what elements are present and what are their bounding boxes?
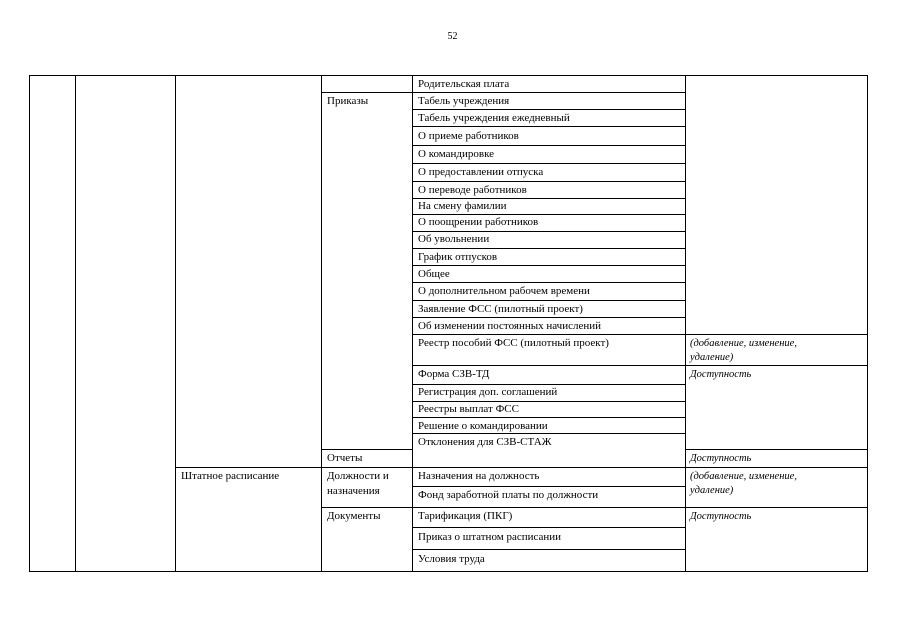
row-line: [685, 449, 868, 450]
cell-o-prieme: О приеме работников: [418, 130, 519, 142]
row-line: [412, 384, 686, 385]
row-line: [412, 549, 686, 550]
access-add-edit-1b: удаление): [690, 352, 734, 363]
row-line: [175, 467, 322, 468]
cell-dolzhnosti-2: назначения: [327, 485, 380, 497]
col-border-1: [75, 75, 76, 572]
cell-reestry-vyplat: Реестры выплат ФСС: [418, 403, 519, 415]
access-add-edit-1: (добавление, изменение,: [690, 338, 797, 349]
cell-o-otpuska: О предоставлении отпуска: [418, 166, 544, 178]
cell-prikaz-shtat: Приказ о штатном расписании: [418, 531, 562, 543]
row-line: [412, 365, 868, 366]
row-line: [321, 467, 868, 468]
cell-roditelskaya: Родительская плата: [418, 78, 510, 90]
cell-registraciya: Регистрация доп. соглашений: [418, 386, 558, 398]
row-line: [412, 486, 686, 487]
cell-o-dop-vremeni: О дополнительном рабочем времени: [418, 285, 590, 297]
row-line: [412, 214, 686, 215]
cell-tabel-daily: Табель учреждения ежедневный: [418, 112, 570, 124]
cell-obshchee: Общее: [418, 268, 450, 280]
row-line: [412, 248, 686, 249]
cell-tabel: Табель учреждения: [418, 95, 510, 107]
cell-otkloneniya: Отклонения для СЗВ-СТАЖ: [418, 436, 552, 448]
row-line: [412, 527, 686, 528]
row-line: [412, 163, 686, 164]
col-border-2: [175, 75, 176, 572]
table-border-bottom: [29, 571, 868, 572]
cell-grafik: График отпусков: [418, 251, 498, 263]
row-line: [412, 507, 868, 508]
cell-prikazy: Приказы: [327, 95, 369, 107]
row-line: [412, 231, 686, 232]
access-dostupnost-2: Доступность: [690, 453, 752, 464]
page-number: 52: [447, 31, 458, 42]
row-line: [321, 449, 413, 450]
row-line: [412, 181, 686, 182]
cell-dolzhnosti-1: Должности и: [327, 470, 389, 482]
access-dostupnost-3: Доступность: [690, 511, 752, 522]
row-line: [412, 145, 686, 146]
row-line: [412, 401, 686, 402]
row-line: [412, 126, 686, 127]
cell-dokumenty: Документы: [327, 510, 381, 522]
cell-shtatnoe: Штатное расписание: [181, 470, 280, 482]
col-border-3: [321, 75, 322, 572]
cell-otchety: Отчеты: [327, 452, 363, 464]
table-border-top: [29, 75, 868, 76]
cell-naznacheniya: Назначения на должность: [418, 470, 540, 482]
cell-na-smenu: На смену фамилии: [418, 200, 507, 212]
row-line: [412, 282, 686, 283]
row-line: [412, 265, 686, 266]
col-border-4: [412, 75, 413, 572]
cell-reshenie: Решение о командировании: [418, 420, 548, 432]
cell-o-perevode: О переводе работников: [418, 184, 527, 196]
row-line: [412, 198, 686, 199]
cell-o-komandirovke: О командировке: [418, 148, 495, 160]
cell-tarifikaciya: Тарификация (ПКГ): [418, 510, 513, 522]
access-add-edit-2b: удаление): [690, 485, 734, 496]
access-add-edit-2: (добавление, изменение,: [690, 471, 797, 482]
col-border-6: [867, 75, 868, 572]
cell-zayavlenie-fss: Заявление ФСС (пилотный проект): [418, 303, 583, 315]
cell-reestr-fss: Реестр пособий ФСС (пилотный проект): [418, 337, 609, 349]
row-line: [412, 109, 686, 110]
cell-o-pooshchrenii: О поощрении работников: [418, 216, 539, 228]
row-line: [412, 300, 686, 301]
row-line: [412, 317, 686, 318]
cell-ob-uvolnenii: Об увольнении: [418, 233, 490, 245]
col-border-5: [685, 75, 686, 572]
row-line: [321, 507, 413, 508]
row-line: [412, 92, 686, 93]
access-dostupnost-1: Доступность: [690, 369, 752, 380]
rights-table: [29, 75, 868, 572]
row-line: [412, 417, 686, 418]
row-line: [412, 433, 686, 434]
cell-forma-szv: Форма СЗВ-ТД: [418, 368, 490, 380]
row-line: [321, 92, 413, 93]
row-line: [412, 334, 868, 335]
cell-fond: Фонд заработной платы по должности: [418, 489, 599, 501]
cell-usloviya: Условия труда: [418, 553, 485, 565]
cell-ob-izmenenii: Об изменении постоянных начислений: [418, 320, 602, 332]
col-border-0: [29, 75, 30, 572]
